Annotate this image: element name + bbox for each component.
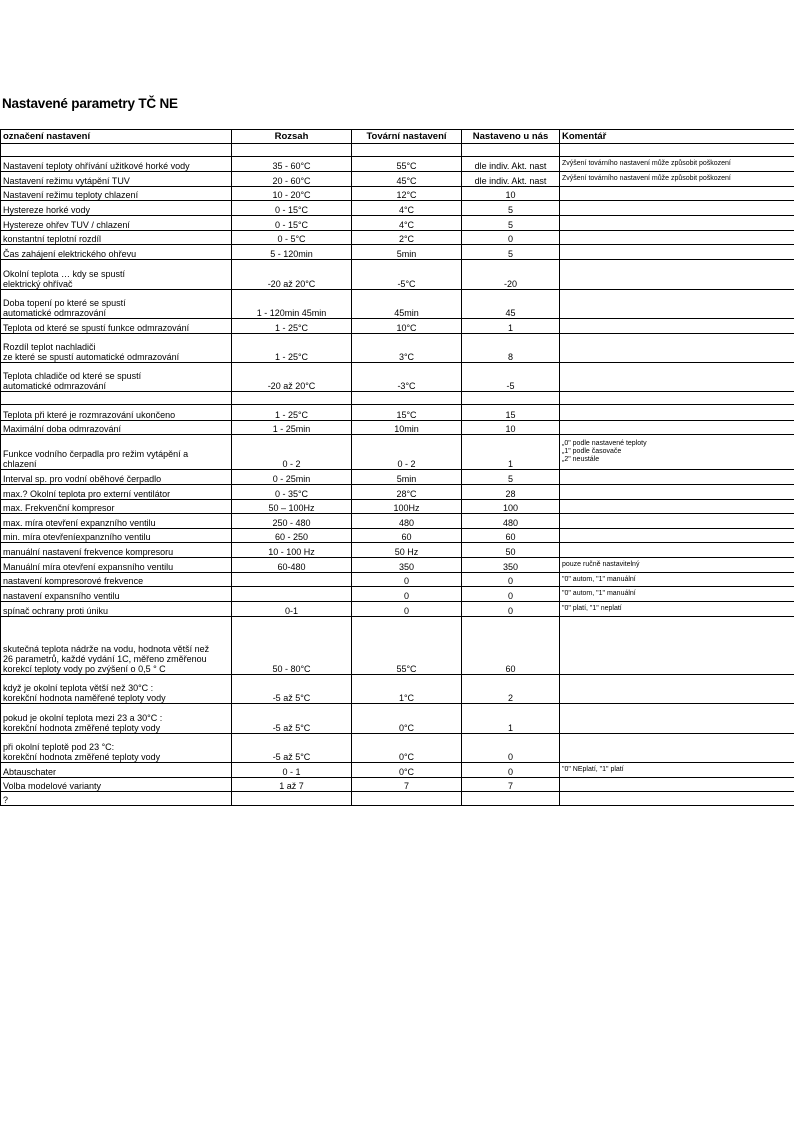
range-cell: 250 - 480 (232, 514, 352, 529)
comment-cell: Zvýšení továrního nastavení může způsobit poškození (560, 172, 794, 187)
factory-cell: 1°C (352, 675, 462, 704)
our-setting-cell: 0 (462, 231, 560, 245)
factory-cell (352, 792, 462, 806)
factory-cell: 0 - 2 (352, 435, 462, 470)
factory-cell: 480 (352, 514, 462, 529)
our-setting-cell: dle indiv. Akt. nast (462, 172, 560, 187)
setting-cell: Doba topení po které se spustí automatické odmrazování (1, 290, 232, 319)
setting-cell: Čas zahájení elektrického ohřevu (1, 245, 232, 260)
our-setting-cell: 28 (462, 485, 560, 500)
range-cell: -20 až 20°C (232, 363, 352, 392)
column-header-factory: Tovární nastavení (352, 130, 462, 144)
range-cell: 0 - 35°C (232, 485, 352, 500)
comment-cell: pouze ručně nastavitelný (560, 558, 794, 573)
our-setting-cell (462, 144, 560, 157)
setting-cell: Teplota chladiče od které se spustí automatické odmrazování (1, 363, 232, 392)
range-cell: -5 až 5°C (232, 675, 352, 704)
our-setting-cell: 7 (462, 778, 560, 792)
range-cell: 1 až 7 (232, 778, 352, 792)
our-setting-cell: 0 (462, 587, 560, 602)
factory-cell: 4°C (352, 216, 462, 231)
our-setting-cell: dle indiv. Akt. nast (462, 157, 560, 172)
our-setting-cell: -5 (462, 363, 560, 392)
range-cell (232, 392, 352, 405)
setting-cell: manuální nastavení frekvence kompresoru (1, 543, 232, 558)
table-row (1, 617, 794, 675)
factory-cell: 12°C (352, 187, 462, 201)
comment-cell (560, 500, 794, 514)
our-setting-cell: 45 (462, 290, 560, 319)
setting-cell: nastavení expansního ventilu (1, 587, 232, 602)
table-row (1, 216, 794, 231)
range-cell: 10 - 100 Hz (232, 543, 352, 558)
table-row (1, 602, 794, 617)
range-cell: 0-1 (232, 602, 352, 617)
setting-cell: min. míra otevřeníexpanzního ventilu (1, 529, 232, 543)
table-row (1, 172, 794, 187)
setting-cell: spínač ochrany proti úniku (1, 602, 232, 617)
table-row (1, 704, 794, 734)
range-cell: 0 - 25min (232, 470, 352, 485)
factory-cell: 0°C (352, 763, 462, 778)
our-setting-cell: 0 (462, 573, 560, 587)
table-row (1, 573, 794, 587)
table-row (1, 319, 794, 334)
setting-cell: Nastavení režimu teploty chlazení (1, 187, 232, 201)
range-cell: 35 - 60°C (232, 157, 352, 172)
range-cell: 5 - 120min (232, 245, 352, 260)
table-row (1, 763, 794, 778)
factory-cell: 4°C (352, 201, 462, 216)
our-setting-cell: 15 (462, 405, 560, 421)
comment-cell: "0" autom, "1" manuální (560, 587, 794, 602)
comment-cell (560, 319, 794, 334)
table-row (1, 334, 794, 363)
our-setting-cell: 0 (462, 763, 560, 778)
setting-cell: ? (1, 792, 232, 806)
setting-cell (1, 392, 232, 405)
our-setting-cell: 8 (462, 334, 560, 363)
our-setting-cell: 0 (462, 734, 560, 763)
factory-cell (352, 392, 462, 405)
factory-cell: 5min (352, 245, 462, 260)
setting-cell: Nastavení režimu vytápění TUV (1, 172, 232, 187)
setting-cell: nastavení kompresorové frekvence (1, 573, 232, 587)
factory-cell: 28°C (352, 485, 462, 500)
comment-cell (560, 392, 794, 405)
comment-cell (560, 187, 794, 201)
setting-cell: konstantní teplotní rozdíl (1, 231, 232, 245)
setting-cell: max. Frekvenční kompresor (1, 500, 232, 514)
factory-cell: 0°C (352, 734, 462, 763)
comment-cell (560, 470, 794, 485)
comment-cell (560, 201, 794, 216)
factory-cell (352, 144, 462, 157)
range-cell (232, 587, 352, 602)
setting-cell: Teplota při které je rozmrazování ukončeno (1, 405, 232, 421)
range-cell: 1 - 25°C (232, 319, 352, 334)
parameters-table (0, 129, 794, 806)
factory-cell: 100Hz (352, 500, 462, 514)
our-setting-cell: 1 (462, 435, 560, 470)
our-setting-cell: -20 (462, 260, 560, 290)
table-row (1, 792, 794, 806)
table-row (1, 734, 794, 763)
comment-cell (560, 485, 794, 500)
range-cell: -20 až 20°C (232, 260, 352, 290)
comment-cell (560, 334, 794, 363)
comment-cell (560, 617, 794, 675)
range-cell: 1 - 25°C (232, 405, 352, 421)
factory-cell: 0 (352, 587, 462, 602)
table-row (1, 363, 794, 392)
factory-cell: 5min (352, 470, 462, 485)
factory-cell: 55°C (352, 617, 462, 675)
table-row (1, 529, 794, 543)
range-cell (232, 144, 352, 157)
comment-cell (560, 792, 794, 806)
our-setting-cell: 350 (462, 558, 560, 573)
table-row (1, 470, 794, 485)
our-setting-cell: 60 (462, 617, 560, 675)
table-row (1, 187, 794, 201)
range-cell: 10 - 20°C (232, 187, 352, 201)
table-row (1, 392, 794, 405)
range-cell (232, 792, 352, 806)
table-row (1, 144, 794, 157)
range-cell: -5 až 5°C (232, 734, 352, 763)
our-setting-cell: 10 (462, 187, 560, 201)
our-setting-cell (462, 792, 560, 806)
table-row (1, 405, 794, 421)
table-row (1, 675, 794, 704)
setting-cell: když je okolní teplota větší než 30°C : korekční hodnota naměřené teploty vody (1, 675, 232, 704)
range-cell: 1 - 25min (232, 421, 352, 435)
range-cell: 0 - 2 (232, 435, 352, 470)
setting-cell: Funkce vodního čerpadla pro režim vytápění a chlazení (1, 435, 232, 470)
comment-cell (560, 405, 794, 421)
table-row (1, 514, 794, 529)
table-row (1, 778, 794, 792)
factory-cell: 10min (352, 421, 462, 435)
our-setting-cell: 5 (462, 216, 560, 231)
our-setting-cell: 60 (462, 529, 560, 543)
comment-cell (560, 144, 794, 157)
comment-cell (560, 704, 794, 734)
comment-cell (560, 231, 794, 245)
comment-cell: "0" platí, "1" neplatí (560, 602, 794, 617)
factory-cell: 0°C (352, 704, 462, 734)
table-row (1, 201, 794, 216)
range-cell: 0 - 15°C (232, 216, 352, 231)
factory-cell: 2°C (352, 231, 462, 245)
comment-cell (560, 245, 794, 260)
setting-cell: Manuální míra otevření expansního ventilu (1, 558, 232, 573)
comment-cell (560, 216, 794, 231)
setting-cell: max. míra otevření expanzního ventilu (1, 514, 232, 529)
factory-cell: -3°C (352, 363, 462, 392)
comment-cell: "0" NEplatí, "1" platí (560, 763, 794, 778)
comment-cell (560, 514, 794, 529)
range-cell: 0 - 5°C (232, 231, 352, 245)
comment-cell (560, 543, 794, 558)
factory-cell: -5°C (352, 260, 462, 290)
range-cell: 50 – 100Hz (232, 500, 352, 514)
factory-cell: 60 (352, 529, 462, 543)
setting-cell: Okolní teplota … kdy se spustí elektrický ohřívač (1, 260, 232, 290)
setting-cell: Volba modelové varianty (1, 778, 232, 792)
range-cell: -5 až 5°C (232, 704, 352, 734)
factory-cell: 0 (352, 573, 462, 587)
comment-cell (560, 260, 794, 290)
factory-cell: 15°C (352, 405, 462, 421)
range-cell: 20 - 60°C (232, 172, 352, 187)
table-row (1, 435, 794, 470)
factory-cell: 0 (352, 602, 462, 617)
setting-cell: pokud je okolní teplota mezi 23 a 30°C : korekční hodnota změřené teploty vody (1, 704, 232, 734)
range-cell: 1 - 120min 45min (232, 290, 352, 319)
page-title: Nastavené parametry TČ NE (2, 96, 178, 111)
setting-cell: Maximální doba odmrazování (1, 421, 232, 435)
factory-cell: 55°C (352, 157, 462, 172)
factory-cell: 10°C (352, 319, 462, 334)
table-row (1, 290, 794, 319)
table-row (1, 245, 794, 260)
our-setting-cell: 0 (462, 602, 560, 617)
factory-cell: 7 (352, 778, 462, 792)
comment-cell (560, 363, 794, 392)
our-setting-cell: 5 (462, 245, 560, 260)
factory-cell: 45min (352, 290, 462, 319)
setting-cell: max.? Okolní teplota pro externí ventilátor (1, 485, 232, 500)
column-header-range: Rozsah (232, 130, 352, 144)
setting-cell: Rozdíl teplot nachladiči ze které se spustí automatické odmrazování (1, 334, 232, 363)
table-row (1, 485, 794, 500)
comment-cell (560, 734, 794, 763)
our-setting-cell: 2 (462, 675, 560, 704)
setting-cell: Teplota od které se spustí funkce odmrazování (1, 319, 232, 334)
setting-cell: při okolní teplotě pod 23 °C: korekční hodnota změřené teploty vody (1, 734, 232, 763)
comment-cell (560, 778, 794, 792)
range-cell: 0 - 15°C (232, 201, 352, 216)
comment-cell (560, 675, 794, 704)
range-cell: 0 - 1 (232, 763, 352, 778)
factory-cell: 45°C (352, 172, 462, 187)
our-setting-cell: 5 (462, 470, 560, 485)
setting-cell: Hystereze horké vody (1, 201, 232, 216)
table-row (1, 421, 794, 435)
range-cell: 60-480 (232, 558, 352, 573)
table-row (1, 558, 794, 573)
setting-cell: Abtauschater (1, 763, 232, 778)
our-setting-cell: 10 (462, 421, 560, 435)
comment-cell: „0" podle nastavené teploty „1" podle časovače „2" neustále (560, 435, 794, 470)
table-row (1, 260, 794, 290)
our-setting-cell (462, 392, 560, 405)
our-setting-cell: 1 (462, 704, 560, 734)
setting-cell: Hystereze ohřev TUV / chlazení (1, 216, 232, 231)
comment-cell (560, 421, 794, 435)
table-row (1, 587, 794, 602)
table-header-row (1, 130, 794, 144)
comment-cell: Zvýšení továrního nastavení může způsobit poškození (560, 157, 794, 172)
factory-cell: 3°C (352, 334, 462, 363)
setting-cell: Nastavení teploty ohřívání užitkové horké vody (1, 157, 232, 172)
our-setting-cell: 100 (462, 500, 560, 514)
factory-cell: 50 Hz (352, 543, 462, 558)
table-row (1, 543, 794, 558)
comment-cell: "0" autom, "1" manuální (560, 573, 794, 587)
our-setting-cell: 1 (462, 319, 560, 334)
comment-cell (560, 290, 794, 319)
range-cell: 60 - 250 (232, 529, 352, 543)
setting-cell (1, 144, 232, 157)
range-cell: 1 - 25°C (232, 334, 352, 363)
range-cell: 50 - 80°C (232, 617, 352, 675)
our-setting-cell: 5 (462, 201, 560, 216)
table-row (1, 500, 794, 514)
our-setting-cell: 50 (462, 543, 560, 558)
our-setting-cell: 480 (462, 514, 560, 529)
table-row (1, 157, 794, 172)
comment-cell (560, 529, 794, 543)
column-header-comment: Komentář (560, 130, 794, 144)
factory-cell: 350 (352, 558, 462, 573)
table-row (1, 231, 794, 245)
setting-cell: Interval sp. pro vodní oběhové čerpadlo (1, 470, 232, 485)
column-header-setting: označení nastavení (1, 130, 232, 144)
setting-cell: skutečná teplota nádrže na vodu, hodnota větší než 26 parametrů, každé vydání 1C, měřeno změřenou korekcí teploty vody po zvýšení o 0,5 ° C (1, 617, 232, 675)
range-cell (232, 573, 352, 587)
column-header-our-setting: Nastaveno u nás (462, 130, 560, 144)
table-body (1, 144, 794, 806)
